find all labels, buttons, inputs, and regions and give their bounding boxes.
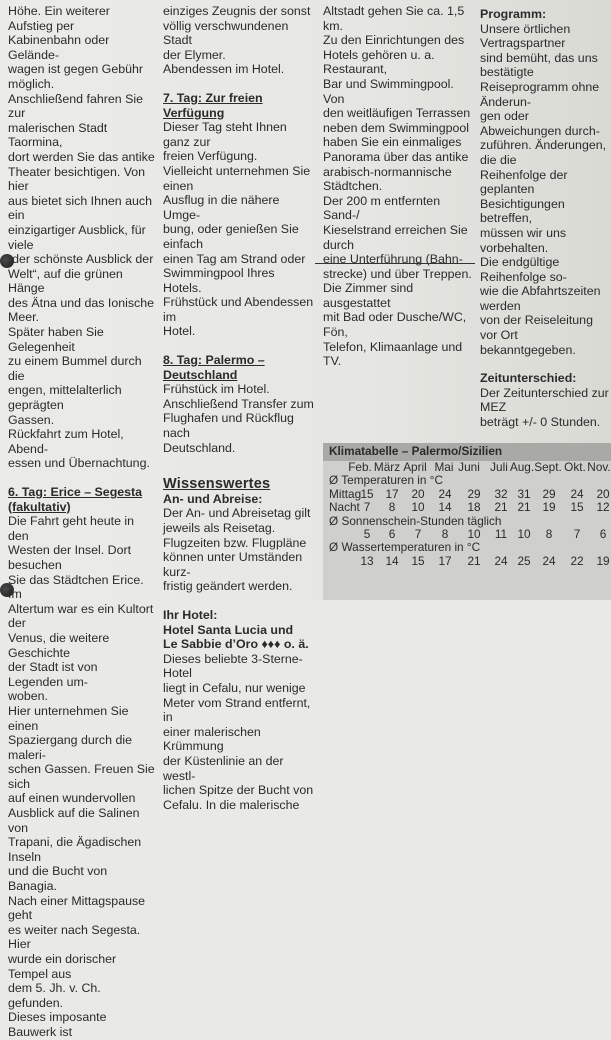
water-temp-cell: 24 bbox=[494, 553, 508, 568]
midday-temp-cell: 15 bbox=[360, 486, 374, 501]
night-temp-cell: 19 bbox=[542, 500, 556, 515]
day7-text: Dieser Tag steht Ihnen ganz zur freien Verfügung. Vielleicht unternehmen Sie einen Ausflug in die nähere Umge- bung, oder genießen Sie einfach einen Tag am Strand oder Swimmingpool Ihres Hotels. Frühstück und Abendessen im Hotel. bbox=[163, 120, 314, 339]
sunshine-cell: 7 bbox=[573, 526, 581, 541]
day6-heading: 6. Tag: Erice – Segesta (fakultativ) bbox=[8, 485, 143, 514]
month-cell: März bbox=[373, 460, 401, 474]
sunshine-cell: 5 bbox=[363, 526, 371, 541]
night-temp-cell: 21 bbox=[517, 500, 531, 515]
text-column-4 bbox=[480, 4, 610, 430]
sunshine-cell: 8 bbox=[545, 526, 553, 541]
day7-heading: 7. Tag: Zur freien Verfügung bbox=[163, 90, 263, 120]
month-cell: Nov. bbox=[587, 460, 611, 474]
sunshine-cell: 6 bbox=[388, 526, 396, 541]
midday-temp-cell: 32 bbox=[494, 486, 508, 501]
wissenswertes-heading: Wissenswertes bbox=[163, 476, 271, 493]
day6-text: Die Fahrt geht heute in den Westen der Insel. Dort besuchen Sie das Städtchen Erice. Im Altertum war es ein Kultort der Venus, die weitere Geschichte der Stadt ist von Legenden um- woben. Hier unternehmen Sie einen Spaziergang durch die maleri- schen Gassen. Freuen Sie sich auf einen wundervollen Ausblick auf die Salinen von Trapani, die Ägadischen Inseln und die Bucht von Banagia. Nach einer Mittagspause geht es weiter nach Segesta. Hier wurde ein dorischer Tempel aus dem 5. Jh. v. Ch. gefunden. Dieses imposante Bauwerk ist bbox=[8, 514, 155, 1039]
midday-temp-cell: 24 bbox=[438, 486, 452, 501]
zeitunterschied-text: Der Zeitunterschied zur MEZ beträgt +/- 0 Stunden. bbox=[480, 385, 609, 430]
programm-heading: Programm: bbox=[480, 7, 547, 21]
night-temp-cell: 15 bbox=[570, 500, 584, 515]
midday-temp-cell: 29 bbox=[467, 486, 481, 501]
programm-text: Unsere örtlichen Vertragspartner sind bemüht, das uns bestätigte Reiseprogramm ohne Änderun- gen oder Abweichungen durch- zuführen. Änderungen, die die Reihenfolge der geplanten Besichtigungen betreffen, müssen wir uns vorbehalten. Die endgültige Reihenfolge so- wie die Abfahrtszeiten werden von der Reiseleitung vor Ort bekanntgegeben. bbox=[480, 21, 607, 357]
water-temp-cell: 13 bbox=[360, 553, 374, 568]
temperature-section-label: Ø Temperaturen in °C bbox=[329, 473, 443, 488]
night-temp-cell: 8 bbox=[388, 500, 396, 515]
sunshine-cell: 6 bbox=[599, 526, 607, 541]
hotel-text: Dieses beliebte 3-Sterne-Hotel liegt in Cefalu, nur wenige Meter vom Strand entfernt, in einer malerischen Krümmung der Küstenlinie an der westl- lichen Spitze der Bucht von Cefalu. In die malerische bbox=[163, 651, 314, 812]
midday-temp-cell: 24 bbox=[570, 486, 584, 501]
anreise-text: Der An- und Abreisetag gilt jeweils als Reisetag. Flugzeiten bzw. Flugpläne können unter Umständen kurz- fristig geändert werden. bbox=[163, 506, 311, 594]
zeitunterschied-heading: Zeitunterschied: bbox=[480, 371, 577, 386]
climate-table-title: Klimatabelle – Palermo/Sizilien bbox=[323, 443, 611, 461]
night-temp-cell: 7 bbox=[363, 500, 371, 515]
anreise-heading: An- und Abreise: bbox=[163, 491, 263, 506]
month-header-row bbox=[323, 461, 611, 474]
text-column-3 bbox=[323, 4, 475, 369]
elymer-paragraph: einziges Zeugnis der sonst völlig verschwundenen Stadt der Elymer. Abendessen im Hotel. bbox=[163, 4, 311, 77]
hotel-heading: Ihr Hotel: Hotel Santa Lucia und Le Sabbie d’Oro ♦♦♦ o. ä. bbox=[163, 607, 309, 652]
water-temperature-row bbox=[323, 555, 611, 568]
month-cell: April bbox=[403, 460, 427, 474]
text-column-1 bbox=[8, 4, 156, 1040]
water-temp-cell: 19 bbox=[596, 553, 610, 568]
month-cell: Feb. bbox=[348, 460, 372, 474]
sunshine-cell: 7 bbox=[414, 526, 422, 541]
month-cell: Juni bbox=[458, 460, 480, 474]
water-temp-cell: 15 bbox=[411, 553, 425, 568]
water-temp-cell: 22 bbox=[570, 553, 584, 568]
hotel-continued-text: Altstadt gehen Sie ca. 1,5 km. Zu den Einrichtungen des Hotels gehören u. a. Restaurant, Bar und Swimmingpool. Von den weitläufigen Terrassen neben dem Swimmingpool haben Sie ein einmaliges Panorama über das antike arabisch-normannische Städtchen. Der 200 m entfernten Sand-/ Kieselstrand erreichen Sie durch eine Unterführung (Bahn- strecke) und über Treppen. Die Zimmer sind ausgestattet mit Bad oder Dusche/WC, Fön, Telefon, Klimaanlage und TV. bbox=[323, 4, 472, 369]
sunshine-cell: 11 bbox=[494, 526, 508, 541]
water-temp-cell: 17 bbox=[438, 553, 452, 568]
midday-temp-cell: 29 bbox=[542, 486, 556, 501]
sunshine-cell: 10 bbox=[517, 526, 531, 541]
sunshine-section-label: Ø Sonnenschein-Stunden täglich bbox=[329, 513, 502, 528]
day8-heading: 8. Tag: Palermo – Deutschland bbox=[163, 353, 265, 382]
sunshine-cell: 8 bbox=[441, 526, 449, 541]
text-column-2 bbox=[163, 4, 315, 812]
night-temp-cell: 10 bbox=[411, 500, 425, 515]
sunshine-hours-row bbox=[323, 528, 611, 541]
midday-temp-cell: 31 bbox=[517, 486, 531, 501]
section-divider bbox=[315, 263, 475, 264]
month-cell: Mai bbox=[434, 460, 454, 474]
night-temp-cell: 14 bbox=[438, 500, 452, 515]
month-cell: Juli bbox=[490, 460, 508, 474]
day8-text: Frühstück im Hotel. Anschließend Transfer zum Flughafen und Rückflug nach Deutschland. bbox=[163, 382, 314, 455]
water-temp-cell: 21 bbox=[467, 553, 481, 568]
midday-temperature-row: Mittag 15 17 20 24 29 32 31 29 24 20 bbox=[323, 488, 611, 501]
water-temp-cell: 24 bbox=[542, 553, 556, 568]
climate-table bbox=[323, 443, 611, 600]
midday-temp-cell: 17 bbox=[385, 486, 399, 501]
midday-temp-cell: 20 bbox=[411, 486, 425, 501]
midday-temp-cell: 20 bbox=[596, 486, 610, 501]
sunshine-cell: 10 bbox=[467, 526, 481, 541]
water-section-label: Ø Wassertemperaturen in °C bbox=[329, 540, 481, 555]
water-temp-cell: 25 bbox=[517, 553, 531, 568]
water-temp-cell: 14 bbox=[385, 553, 399, 568]
month-cell: Sept. bbox=[534, 460, 562, 474]
night-temp-cell: 18 bbox=[467, 500, 481, 515]
night-temperature-row: Nacht 7 8 10 14 18 21 21 19 15 12 bbox=[323, 501, 611, 514]
night-temp-cell: 12 bbox=[596, 500, 610, 515]
night-temp-cell: 21 bbox=[494, 500, 508, 515]
month-cell: Aug. bbox=[509, 460, 535, 474]
month-cell: Okt. bbox=[564, 460, 586, 474]
intro-paragraph: Höhe. Ein weiterer Aufstieg per Kabinenbahn oder Gelände- wagen ist gegen Gebühr möglich. Anschließend fahren Sie zur malerischen Stadt Taormina, dort werden Sie das antike Theater besichtigen. Von hier aus bietet sich Ihnen auch ein einzigartiger Ausblick, für viele „der schönste Ausblick der Welt“, auf die grünen Hänge des Ätna und das Ionische Meer. Später haben Sie Gelegenheit zu einem Bummel durch die engen, mittelalterlich geprägten Gassen. Rückfahrt zum Hotel, Abend- essen und Übernachtung. bbox=[8, 4, 155, 471]
